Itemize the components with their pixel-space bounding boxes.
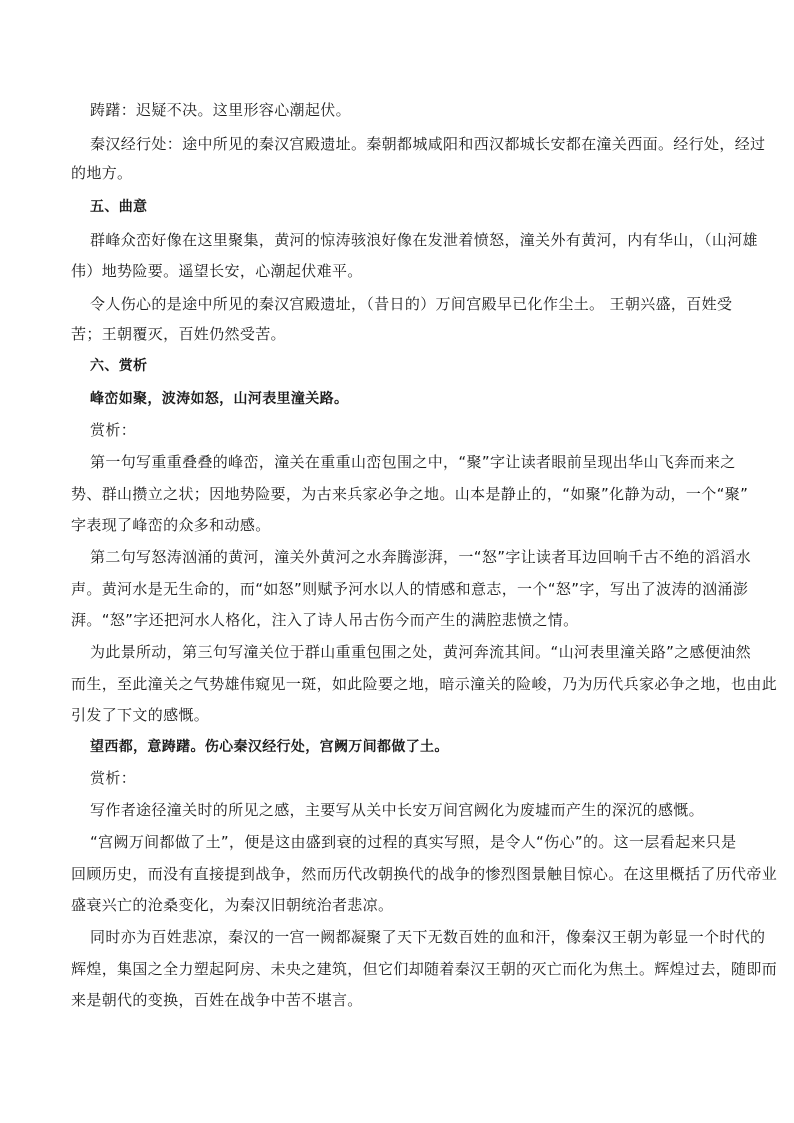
- section-heading-quyi: 五、曲意: [90, 199, 148, 215]
- section-heading-shangxi: 六、赏析: [90, 358, 148, 374]
- analysis3-line3: 引发了下文的感慨。: [71, 706, 210, 724]
- analysis4-line1: 写作者途径潼关时的所见之感，主要写从关中长安万间宫阙化为废墟而产生的深沉的感慨。: [90, 801, 705, 819]
- analysis6-line1: 同时亦为百姓悲凉，秦汉的一宫一阙都凝聚了天下无数百姓的血和汗，像秦汉王朝为彰显一个时代的: [90, 928, 766, 946]
- analysis6-line2: 辉煌，集国之全力塑起阿房、未央之建筑，但它们却随着秦汉王朝的灭亡而化为焦土。辉煌过去，随即而: [71, 960, 778, 978]
- quyi-para1-line2: 伟）地势险要。遥望长安，心潮起伏难平。: [71, 262, 363, 280]
- analysis6-line3: 来是朝代的变换，百姓在战争中苦不堪言。: [71, 991, 363, 1009]
- verse-line-1: 峰峦如聚，波涛如怒，山河表里潼关路。: [90, 391, 349, 407]
- analysis1-line3: 字表现了峰峦的众多和动感。: [71, 516, 271, 534]
- quyi-para2-line2: 苦；王朝覆灭，百姓仍然受苦。: [71, 325, 286, 343]
- analysis1-line1: 第一句写重重叠叠的峰峦，潼关在重重山峦包围之中，“聚”字让读者眼前呈现出华山飞奔而来之: [90, 453, 736, 471]
- analysis5-line2: 回顾历史，而没有直接提到战争，然而历代改朝换代的战争的惨烈图景触目惊心。在这里概括了历代帝业: [71, 865, 778, 883]
- quyi-para1-line1: 群峰众峦好像在这里聚集，黄河的惊涛骇浪好像在发泄着愤怒，潼关外有黄河，内有华山，（山河雄: [90, 231, 758, 249]
- analysis5-line3: 盛衰兴亡的沧桑变化，为秦汉旧朝统治者悲凉。: [71, 896, 394, 914]
- analysis2-line3: 湃。“怒”字还把河水人格化，注入了诗人吊古伤今而产生的满腔悲愤之情。: [71, 611, 579, 629]
- analysis3-line1: 为此景所动，第三句写潼关位于群山重重包围之处，黄河奔流其间。“山河表里潼关路”之感便油然: [90, 643, 751, 661]
- appreciation-label-1: 赏析：: [90, 421, 137, 439]
- quyi-para2-line1: 令人伤心的是途中所见的秦汉宫殿遗址，（昔日的）万间宫殿早已化作尘土。 王朝兴盛，百姓受: [90, 295, 733, 313]
- verse-line-2: 望西都，意踌躇。伤心秦汉经行处，宫阙万间都做了土。: [90, 739, 449, 755]
- analysis1-line2: 势、群山攒立之状；因地势险要，为古来兵家必争之地。山本是静止的，“如聚”化静为动，一个“聚”: [71, 485, 749, 503]
- analysis3-line2: 而生，至此潼关之气势雄伟窥见一斑，如此险要之地，暗示潼关的险峻，乃为历代兵家必争之地，也由此: [71, 675, 778, 693]
- note-qinhan-line2: 的地方。: [71, 164, 133, 182]
- analysis2-line2: 声。黄河水是无生命的，而“如怒”则赋予河水以人的情感和意志，一个“怒”字，写出了波涛的汹涌澎: [71, 580, 749, 598]
- note-chouchu: 踌躇：迟疑不决。这里形容心潮起伏。: [90, 101, 351, 119]
- note-qinhan-line1: 秦汉经行处：途中所见的秦汉宫殿遗址。秦朝都城咸阳和西汉都城长安都在潼关西面。经行处，经过: [90, 135, 766, 153]
- analysis5-line1: “宫阙万间都做了土”，便是这由盛到衰的过程的真实写照，是令人“伤心”的。这一层看起来只是: [90, 833, 737, 851]
- appreciation-label-2: 赏析：: [90, 769, 137, 787]
- analysis2-line1: 第二句写怒涛汹涌的黄河，潼关外黄河之水奔腾澎湃，一“怒”字让读者耳边回响千古不绝的滔滔水: [90, 548, 751, 566]
